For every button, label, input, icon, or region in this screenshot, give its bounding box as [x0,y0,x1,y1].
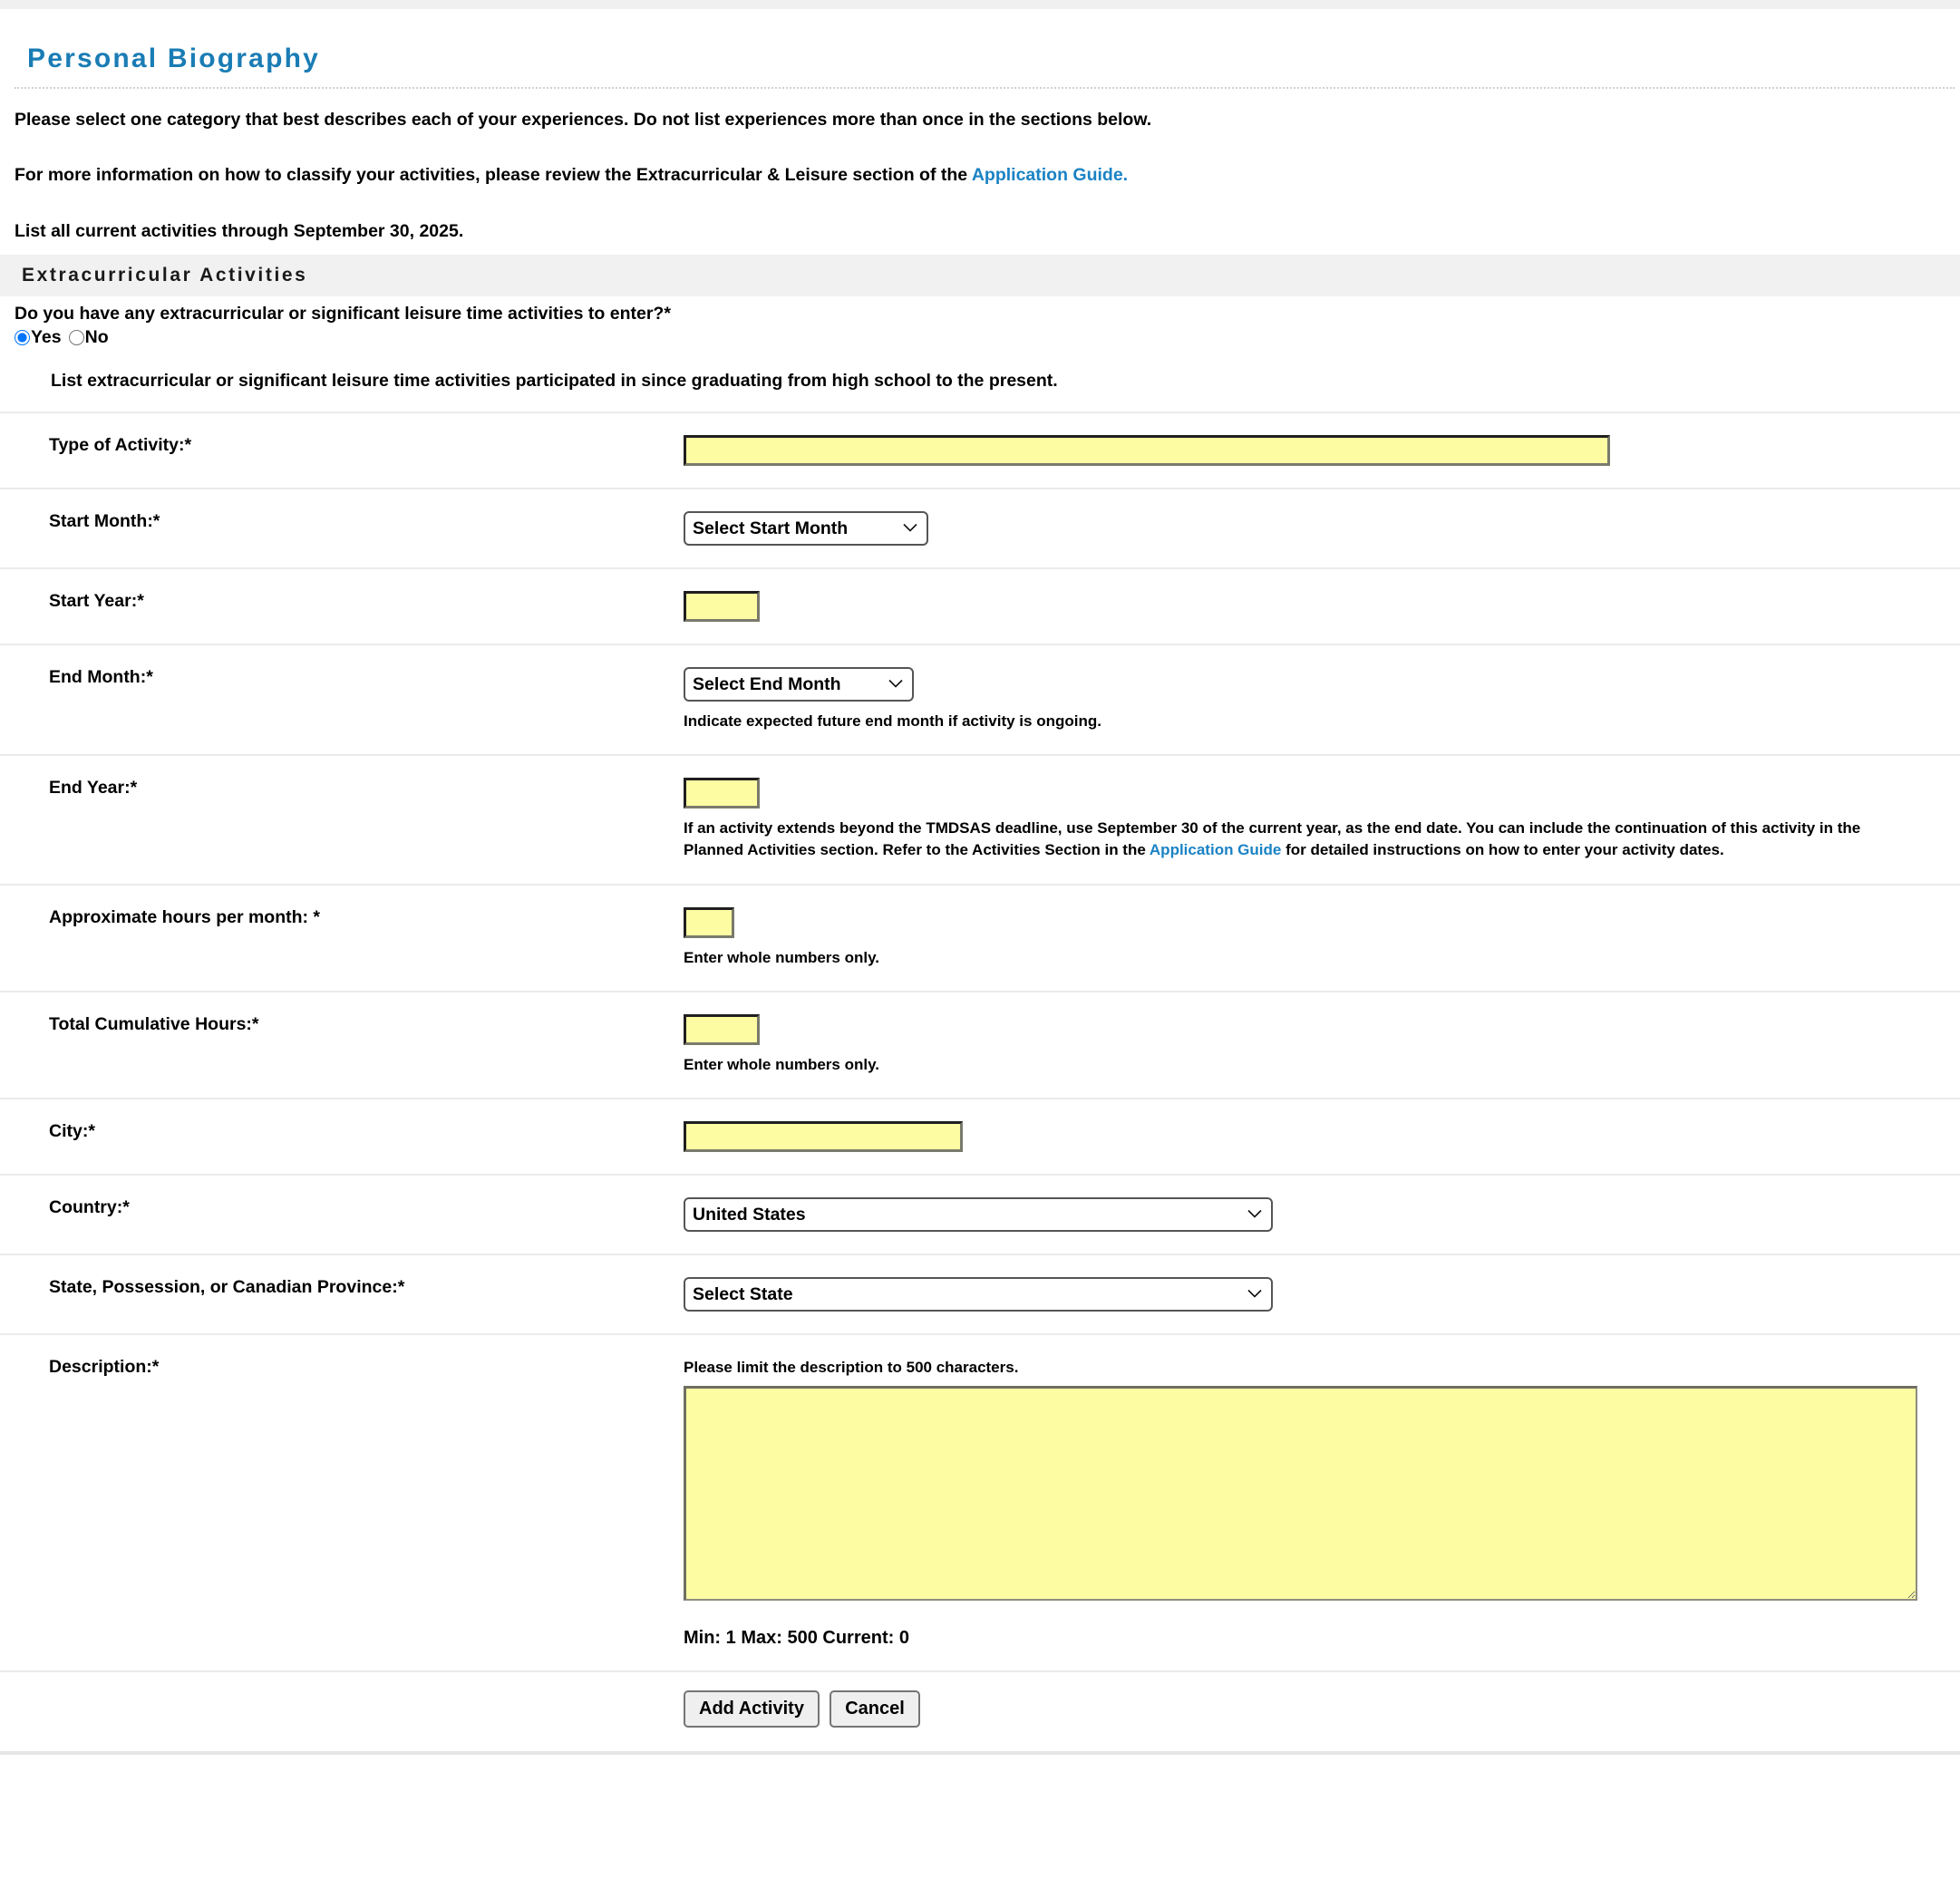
row-city [0,1099,1960,1175]
end-month-select[interactable] [684,667,914,702]
label-state: State, Possession, or Canadian Province:* [49,1276,405,1297]
bottom-divider [0,1751,1960,1755]
end-year-help-part1: If an activity extends beyond the TMDSAS deadline, use September 30 of the current year, as the end date. You can include the continuation of this activity in the Planned Activities section. Refer to the Activities Section in the [684,819,1861,859]
end-year-application-guide-link[interactable]: Application Guide [1149,841,1282,859]
label-total-cumulative-hours: Total Cumulative Hours:* [49,1013,259,1034]
end-month-select-wrap [684,667,914,702]
row-start-month [0,489,1960,568]
end-year-help [684,808,1912,861]
label-end-month: End Month:* [49,667,153,688]
city-input[interactable] [684,1121,963,1152]
label-start-year: Start Year:* [49,591,144,612]
cancel-button[interactable]: Cancel [830,1690,920,1728]
radio-no-label[interactable]: No [84,327,109,348]
activity-form-table [0,411,1960,1748]
top-strip [0,0,1960,9]
label-end-year: End Year:* [49,778,138,799]
description-character-counter: Min: 1 Max: 500 Current: 0 [684,1627,909,1648]
row-end-year [0,755,1960,884]
label-start-month: Start Month:* [49,511,160,532]
actions-spacer [0,1671,684,1748]
page-title: Personal Biography [27,44,321,73]
add-activity-button[interactable]: Add Activity [684,1690,820,1728]
radio-yes[interactable] [15,330,30,345]
intro-paragraph-1: Please select one category that best describes each of your experiences. Do not list experiences more than once in the sections below. [15,110,1152,130]
extracurricular-question: Do you have any extracurricular or significant leisure time activities to enter?* [15,304,671,324]
total-cumulative-hours-help: Enter whole numbers only. [684,1055,879,1073]
type-of-activity-input[interactable] [684,435,1610,466]
label-hours-per-month: Approximate hours per month: * [49,906,321,927]
state-select[interactable] [684,1277,1273,1312]
start-year-input[interactable] [684,591,760,622]
row-country [0,1175,1960,1254]
extracurricular-radio-group[interactable] [0,324,1960,348]
country-select-wrap [684,1197,1273,1232]
start-month-select-wrap [684,511,928,546]
row-actions [0,1671,1960,1748]
row-end-month [0,644,1960,755]
application-guide-link[interactable]: Application Guide. [971,165,1129,186]
row-hours-per-month [0,885,1960,992]
label-city: City:* [49,1120,95,1141]
state-select-wrap [684,1277,1273,1312]
row-description [0,1334,1960,1671]
row-state [0,1254,1960,1334]
hours-per-month-input[interactable] [684,907,734,938]
total-cumulative-hours-input[interactable] [684,1014,760,1045]
end-month-help: Indicate expected future end month if activity is ongoing. [684,712,1101,731]
radio-yes-label[interactable]: Yes [31,327,62,348]
personal-biography-page [0,9,1960,1755]
intro-paragraph-3: List all current activities through September 30, 2025. [15,220,464,241]
intro-paragraph-2 [0,131,1960,186]
description-hint: Please limit the description to 500 characters. [684,1358,1019,1376]
sub-instruction: List extracurricular or significant leisure time activities participated in since graduating from high school to the present. [51,371,1058,392]
label-description: Description:* [49,1356,160,1377]
row-start-year [0,568,1960,644]
end-year-help-part2: for detailed instructions on how to enter your activity dates. [1281,841,1724,859]
country-select[interactable] [684,1197,1273,1232]
row-total-cumulative-hours [0,992,1960,1099]
end-year-input[interactable] [684,778,760,808]
start-month-select[interactable] [684,511,928,546]
label-type-of-activity: Type of Activity:* [49,435,192,456]
intro-2-text: For more information on how to classify your activities, please review the Extracurricular & Leisure section of the [15,165,972,186]
row-type-of-activity [0,412,1960,489]
label-country: Country:* [49,1196,130,1217]
hours-per-month-help: Enter whole numbers only. [684,948,879,966]
radio-no[interactable] [69,330,84,345]
description-textarea[interactable] [684,1386,1917,1601]
section-header-extracurricular: Extracurricular Activities [0,255,1960,296]
